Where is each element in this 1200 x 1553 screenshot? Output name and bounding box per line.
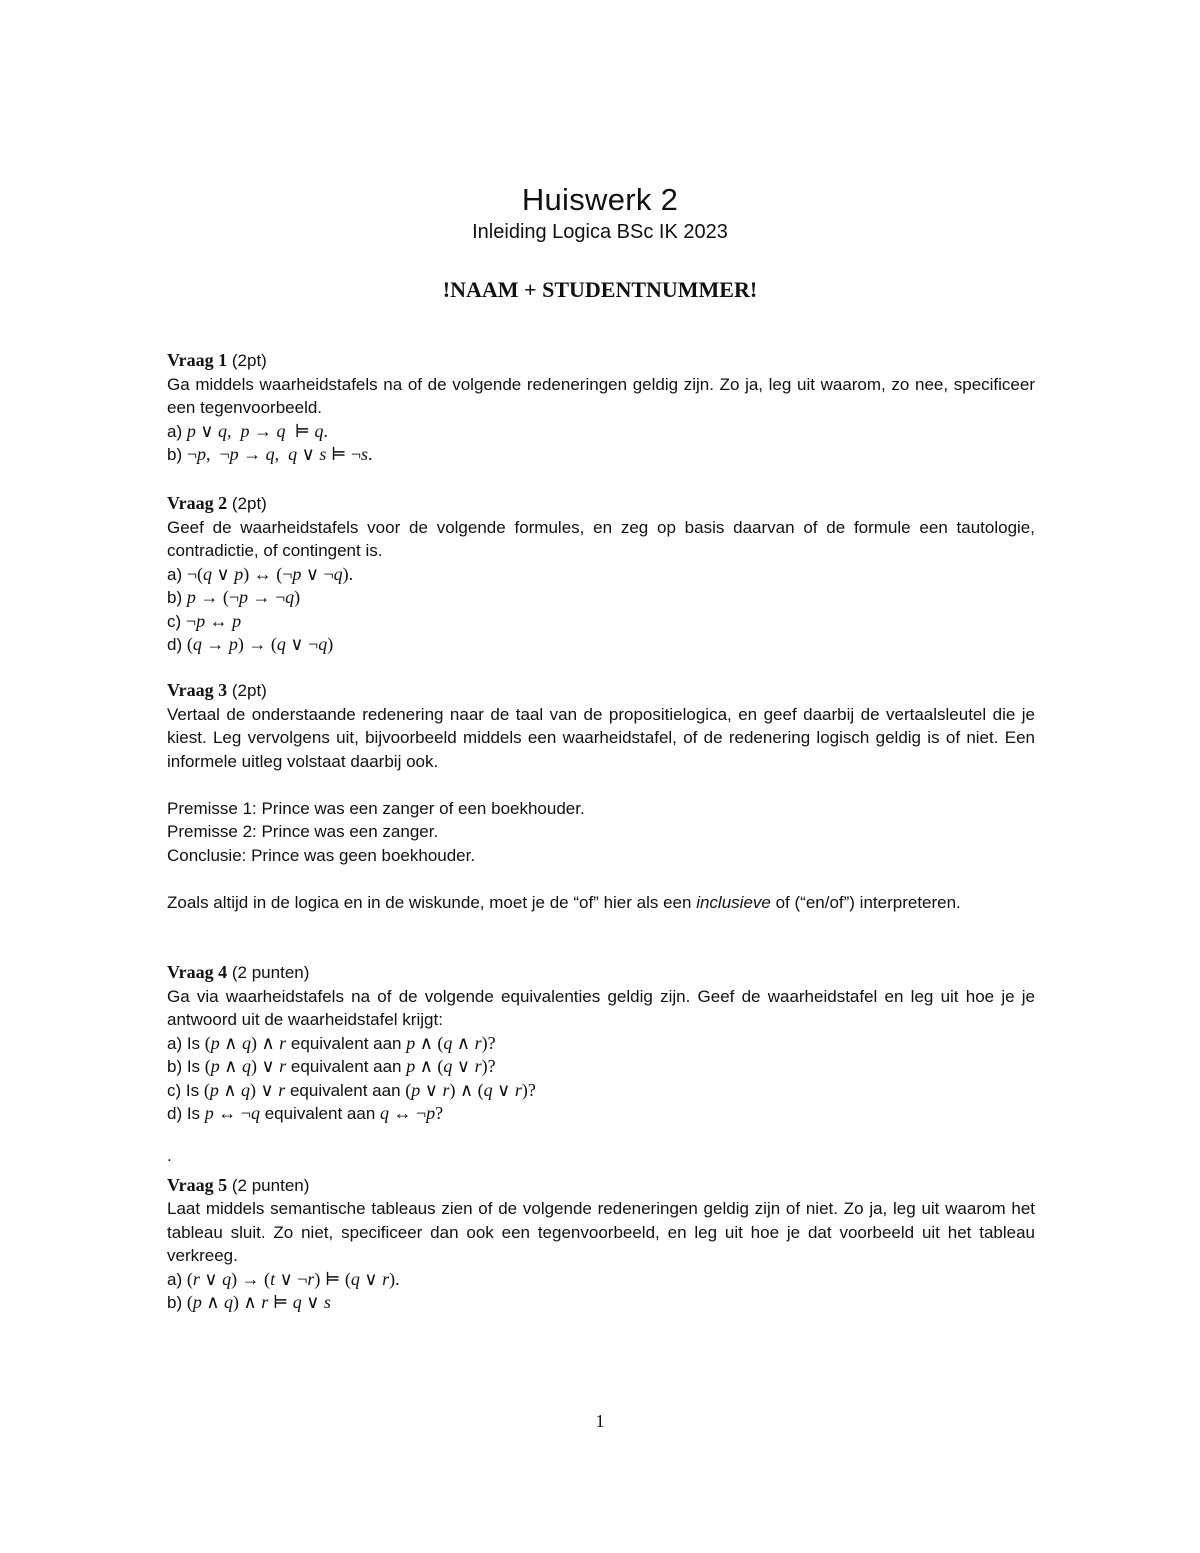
question-4-item-c: c) Is (p ∧ q) ∨ r equivalent aan (p ∨ r) ∧ (q ∨ r)? bbox=[167, 1079, 536, 1100]
question-4-label: Vraag 4 bbox=[167, 962, 228, 982]
formula: p ∨ q, p → q ⊨ q. bbox=[186, 420, 329, 441]
author-placeholder: !NAAM + STUDENTNUMMER! bbox=[442, 277, 758, 302]
question-1-heading bbox=[167, 349, 1035, 373]
question-3-points: (2pt) bbox=[231, 681, 267, 700]
question-1-points: (2pt) bbox=[231, 351, 267, 370]
formula: (p ∧ q) ∧ r ⊨ q ∨ s bbox=[186, 1292, 331, 1312]
formula: ¬p, ¬p → q, q ∨ s ⊨ ¬s. bbox=[186, 444, 373, 464]
question-1-instruction: Ga middels waarheidstafels na of de volgende redeneringen geldig zijn. Zo ja, leg uit waarom, zo nee, specificeer een tegenvoorbeeld. bbox=[167, 374, 1035, 417]
question-4-points: (2 punten) bbox=[231, 963, 310, 982]
question-4-heading bbox=[167, 961, 1035, 985]
question-5-item-b: b) (p ∧ q) ∧ r ⊨ q ∨ s bbox=[167, 1292, 331, 1312]
page-number: 1 bbox=[595, 1411, 605, 1431]
question-5-label: Vraag 5 bbox=[167, 1174, 228, 1195]
question-5-heading bbox=[167, 1174, 1035, 1198]
question-4-item-b: b) Is (p ∧ q) ∨ r equivalent aan p ∧ (q ∨ r)? bbox=[167, 1056, 496, 1076]
question-2 bbox=[167, 492, 1035, 657]
question-4-item-a: a) Is (p ∧ q) ∧ r equivalent aan p ∧ (q ∧ r)? bbox=[167, 1032, 496, 1053]
premise-1: Premisse 1: Prince was een zanger of een boekhouder. bbox=[167, 798, 585, 818]
spacer bbox=[167, 773, 1035, 797]
document-title: Huiswerk 2 bbox=[521, 182, 679, 217]
question-3-note: Zoals altijd in de logica en in de wiskunde, moet je de “of” hier als een inclusieve of (“en/of”) interpreteren. bbox=[167, 892, 961, 912]
formula: p → (¬p → ¬q) bbox=[186, 587, 301, 607]
formula: ¬p ↔ p bbox=[185, 610, 242, 631]
question-2-heading bbox=[167, 492, 1035, 516]
question-5-points: (2 punten) bbox=[231, 1175, 310, 1195]
question-3-label: Vraag 3 bbox=[167, 680, 228, 700]
stray-dot: . bbox=[167, 1146, 172, 1165]
question-5-instruction: Laat middels semantische tableaus zien of de volgende redeneringen geldig zijn of niet. Zo ja, leg uit waarom het tableau sluit. Zo niet, specificeer dan ook een tegenvoorbeeld, en leg uit hoe je dat voorbeeld uit het tableau verkreeg. bbox=[167, 1199, 1035, 1265]
spacer bbox=[167, 867, 1035, 891]
question-3-heading bbox=[167, 679, 1035, 703]
document-subtitle: Inleiding Logica BSc IK 2023 bbox=[472, 221, 728, 243]
question-5 bbox=[167, 1146, 1035, 1315]
question-4 bbox=[167, 961, 1035, 1126]
question-5-item-a: a) (r ∨ q) → (t ∨ ¬r) ⊨ (q ∨ r). bbox=[167, 1268, 400, 1289]
question-2-item-b: b) p → (¬p → ¬q) bbox=[167, 587, 301, 607]
question-3-instruction: Vertaal de onderstaande redenering naar de taal van de propositielogica, en geef daarbij de vertaalsleutel die je kiest. Leg vervolgens uit, bijvoorbeeld middels een waarheidstafel, of de redenering logisch geldig is of niet. Een informele uitleg volstaat daarbij ook. bbox=[167, 704, 1035, 771]
conclusion: Conclusie: Prince was geen boekhouder. bbox=[167, 845, 476, 865]
question-1-item-a: a) p ∨ q, p → q ⊨ q. bbox=[167, 420, 329, 441]
question-2-points: (2pt) bbox=[231, 494, 267, 513]
question-2-label: Vraag 2 bbox=[167, 493, 228, 513]
question-1-item-b: b) ¬p, ¬p → q, q ∨ s ⊨ ¬s. bbox=[167, 444, 373, 464]
question-2-item-a: a) ¬(q ∨ p) ↔ (¬p ∨ ¬q). bbox=[167, 563, 354, 584]
premise-2: Premisse 2: Prince was een zanger. bbox=[167, 822, 439, 841]
question-3 bbox=[167, 679, 1035, 914]
question-2-item-d: d) (q → p) → (q ∨ ¬q) bbox=[167, 634, 334, 654]
formula: ¬(q ∨ p) ↔ (¬p ∨ ¬q). bbox=[186, 563, 354, 584]
formula: (q → p) → (q ∨ ¬q) bbox=[186, 634, 334, 654]
question-4-instruction: Ga via waarheidstafels na of de volgende equivalenties geldig zijn. Geef de waarheidstafel en leg uit hoe je je antwoord uit de waarheidstafel krijgt: bbox=[167, 986, 1035, 1029]
question-1 bbox=[167, 349, 1035, 467]
question-2-instruction: Geef de waarheidstafels voor de volgende formules, en zeg op basis daarvan of de formule een tautologie, contradictie, of contingent is. bbox=[167, 517, 1035, 560]
question-1-label: Vraag 1 bbox=[167, 350, 228, 370]
question-4-item-d: d) Is p ↔ ¬q equivalent aan q ↔ ¬p? bbox=[167, 1103, 444, 1123]
question-2-item-c: c) ¬p ↔ p bbox=[167, 610, 242, 631]
formula: (r ∨ q) → (t ∨ ¬r) ⊨ (q ∨ r). bbox=[186, 1268, 400, 1289]
